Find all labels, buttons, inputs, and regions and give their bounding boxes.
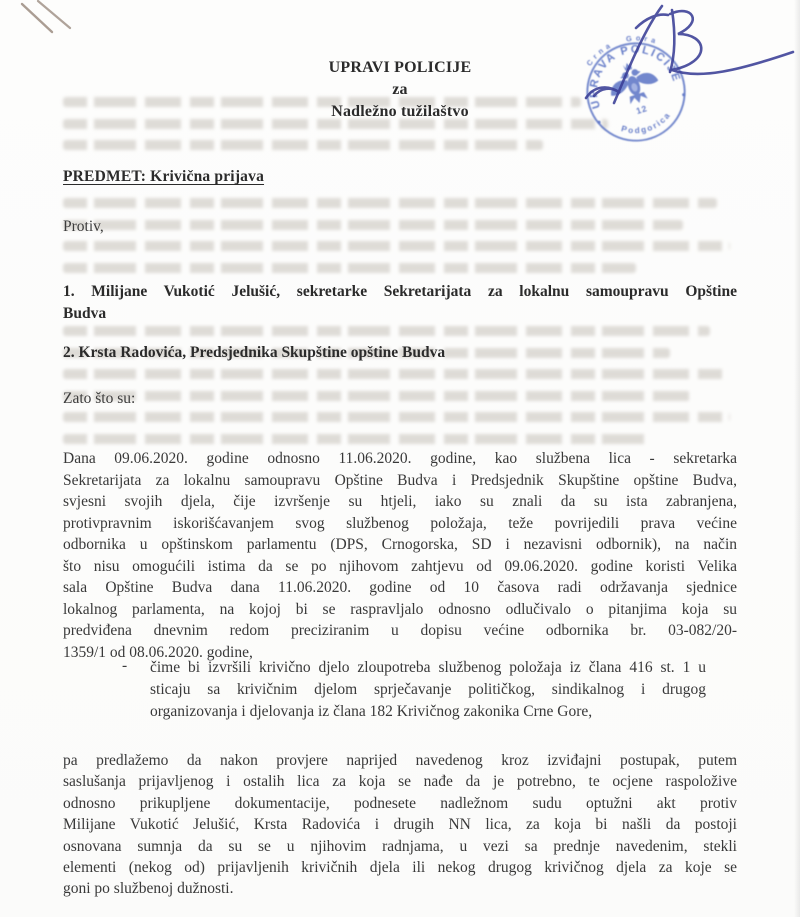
bullet-dash: - [122, 657, 128, 674]
bleed-through-line [63, 198, 717, 208]
header-addressee: Nadležno tužilaštvo [331, 103, 469, 120]
text-line: što nisu omogućili istima da se po njihovom zahtjevu od 09.06.2020. godine koristi Velika [63, 557, 737, 575]
bleed-through-line [63, 140, 543, 150]
bleed-through-line [63, 241, 730, 251]
text-line: odnosno prikupljene dokumentacije, podnesete nadležnom sudu optužni akt protiv [63, 794, 737, 812]
text-line: elementi (nekog od) prijavljenih krivičnih djela ili nekog drugog krivičnog djela za koje se [63, 859, 737, 877]
text-line: lokalnog parlamenta, na kojoj bi se raspravljalo odnosno odlučivalo o pitanjima koja su [63, 600, 737, 618]
bleed-through-line [63, 220, 683, 230]
bleed-through-line [63, 391, 690, 401]
text-line: goni po službenoj dužnosti. [63, 880, 234, 898]
accused-item-1 [63, 281, 737, 324]
bleed-through-band-middle [63, 198, 737, 284]
text-line: saslušanja prijavljenog i ostalih lica za koja se nađe da je potrebno, te ocjene raspoložive [63, 773, 737, 791]
header-connector: za [392, 81, 408, 98]
scan-edge-shadow [794, 0, 800, 917]
text-line: sala Opštine Budva dana 11.06.2020. godine od 10 časova radi održavanja sjednice [63, 579, 737, 596]
text-line: protivpravnim iskorišćavanjem svog službenog položaja, teže povrijedili prava većine [63, 514, 737, 532]
bleed-through-line [63, 263, 636, 273]
corner-pen-marks [8, 0, 88, 40]
bullet-paragraph [150, 657, 706, 723]
bleed-through-line [63, 369, 724, 379]
bleed-through-line [63, 326, 710, 336]
text-line: organizovanja i djelovanja iz člana 182 Krivičnog zakonika Crne Gore, [150, 703, 593, 720]
reason-label: Zato što su: [63, 390, 136, 407]
text-line: Milijane Vukotić Jelušić, Krsta Radovića i drugih NN lica, za koja bi našli da postoji [63, 816, 737, 834]
text-line: svjesni svojih djela, čije izvršenje su htjeli, iako su znali da su ista zabranjena, [63, 493, 737, 510]
against-label: Protiv, [63, 218, 104, 235]
bleed-through-line [63, 412, 730, 422]
bleed-through-line [63, 434, 649, 444]
stamp-number-text: 12 [634, 103, 649, 117]
text-line: Sekretarijata za lokalnu samoupravu Opštine Budva i Predsjednik Skupštine opštine Budva, [63, 471, 737, 489]
document-header [0, 57, 800, 123]
subject-line: PREDMET: Krivična prijava [63, 168, 265, 185]
text-line: osnovana sumnja da su se u njihovim radnjama, u vezi sa prednje navedenim, stekli [63, 837, 737, 855]
text-line: sticaju sa krivičnim djelom sprječavanje političkog, sindikalnog i drugog [150, 681, 706, 698]
header-recipient: UPRAVI POLICIJE [328, 59, 472, 76]
main-paragraph [63, 448, 737, 663]
text-line: Dana 09.06.2020. godine odnosno 11.06.2020. godine, kao službena lica - sekretarka [63, 450, 737, 467]
text-line: čime bi izvršili krivično djelo zloupotreba službenog položaja iz člana 416 st. 1 u [150, 659, 706, 676]
stamp-agency-text: UPRAVA POLICIJE [587, 43, 683, 110]
closing-paragraph [63, 750, 737, 900]
text-line: 1. Milijane Vukotić Jelušić, sekretarke Sekretarijata za lokalnu samoupravu Opštine [63, 283, 737, 300]
stamp-country-text: Crna Gora [584, 33, 661, 68]
text-line: Budva [63, 304, 107, 322]
accused-item-2: 2. Krsta Radovića, Predsjednika Skupštine opštine Budva [63, 344, 446, 361]
text-line: odbornika u opštinskom parlamentu (DPS, Crnogorska, SD i nezavisni odbornik), na način [63, 536, 737, 553]
text-line: pa predlažemo da nakon provjere naprijed navedenog kroz izviđajni postupak, putem [63, 752, 737, 769]
stamp-city-text: Podgorica [620, 110, 673, 136]
text-line: predviđena dnevnim redom preciziranim u dopisu većine odbornika br. 03-082/20- [63, 622, 737, 639]
text-line: 1359/1 od 08.06.2020. godine, [63, 643, 253, 661]
